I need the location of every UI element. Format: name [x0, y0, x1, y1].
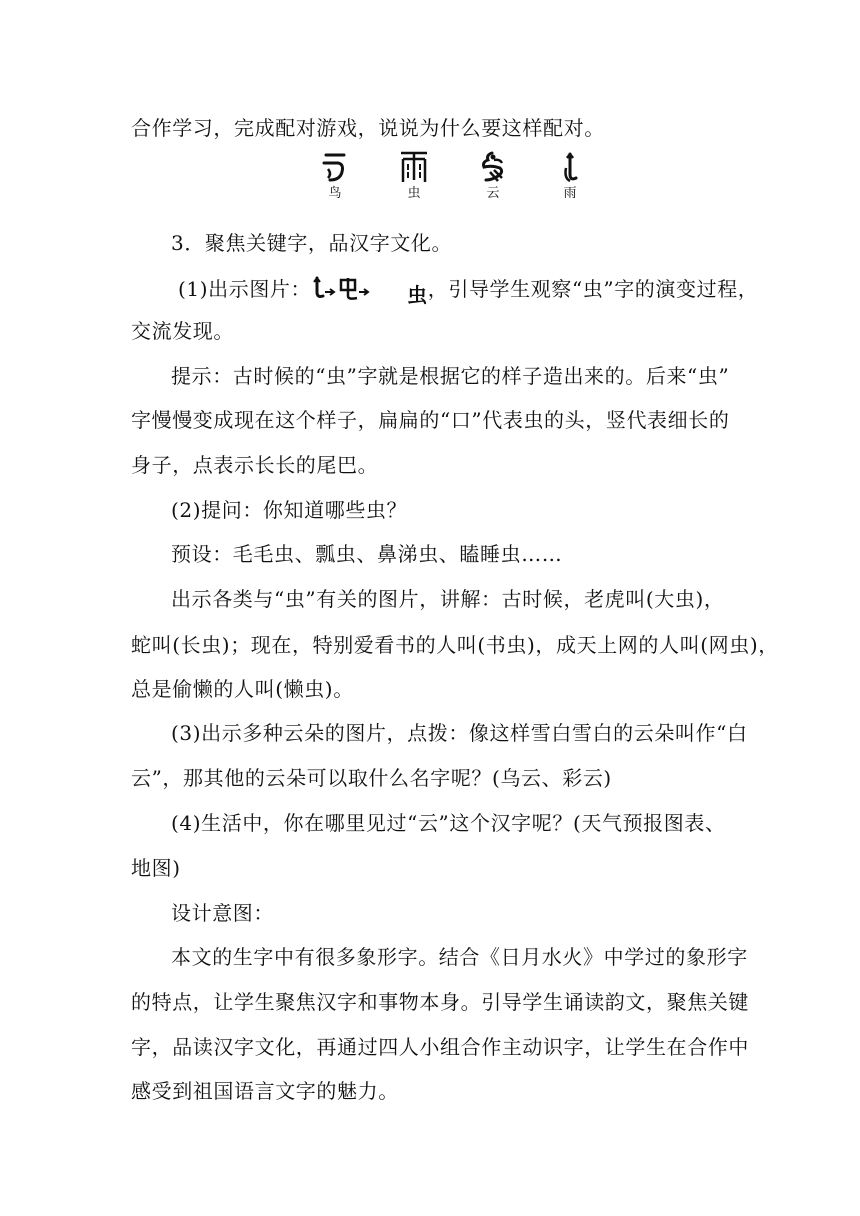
glyph-caption: 云: [486, 186, 500, 201]
paragraph-line: 总是偷懒的人叫(懒虫)。: [131, 677, 354, 701]
glyph-item-1: [310, 150, 360, 212]
paragraph-line: 合作学习，完成配对游戏，说说为什么要这样配对。: [131, 116, 605, 140]
paragraph-line: 地图): [131, 856, 181, 880]
paragraph-line: 3．聚焦关键字，品汉字文化。: [171, 231, 453, 255]
ancient-script-glyph-bird-icon: [478, 150, 508, 184]
ancient-script-glyph-1-icon: [320, 150, 350, 184]
evolution-lead-text: (1)出示图片：: [178, 277, 312, 301]
paragraph-line: 字慢慢变成现在这个样子，扁扁的“口”代表虫的头，竖代表细长的: [131, 408, 730, 432]
paragraph-line: 字，品读汉字文化，再通过四人小组合作主动识字，让学生在合作中: [131, 1035, 749, 1059]
paragraph-line-evolution: [178, 274, 758, 310]
paragraph-line: 预设：毛毛虫、瓢虫、鼻涕虫、瞌睡虫……: [171, 542, 563, 566]
glyph-item-4: [545, 150, 595, 212]
glyph-caption: 鸟: [328, 186, 342, 201]
glyph-item-2: [389, 150, 439, 212]
paragraph-line: (2)提问：你知道哪些虫？: [171, 498, 408, 522]
paragraph-line: 提示：古时候的“虫”字就是根据它的样子造出来的。后来“虫”: [171, 364, 730, 388]
evolution-final-char: 虫: [407, 283, 428, 307]
paragraph-line: 云”，那其他的云朵可以取什么名字呢？(乌云、彩云): [131, 766, 612, 790]
ancient-script-glyph-rain-icon: [398, 150, 430, 184]
paragraph-line: (4)生活中，你在哪里见过“云”这个汉字呢？(天气预报图表、: [171, 811, 726, 835]
ancient-script-glyph-worm-icon: [558, 150, 582, 184]
glyph-item-3: [468, 150, 518, 212]
glyph-matching-row: [300, 150, 600, 212]
glyph-caption: 雨: [563, 186, 577, 201]
paragraph-line: 感受到祖国语言文字的魅力。: [131, 1079, 399, 1103]
paragraph-line: 出示各类与“虫”有关的图片，讲解：古时候，老虎叫(大虫)，: [171, 587, 725, 611]
paragraph-line: (3)出示多种云朵的图片，点拨：像这样雪白雪白的云朵叫作“白: [171, 721, 748, 745]
paragraph-line: 的特点，让学生聚焦汉字和事物本身。引导学生诵读韵文，聚焦关键: [131, 990, 749, 1014]
paragraph-line: 本文的生字中有很多象形字。结合《日月水火》中学过的象形字: [171, 945, 748, 969]
evolution-trail-text: ，引导学生观察“虫”字的演变过程，: [427, 277, 759, 301]
paragraph-line: 交流发现。: [131, 319, 234, 343]
glyph-caption: 虫: [407, 186, 421, 201]
chong-character-evolution-image: [311, 274, 428, 310]
paragraph-line: 设计意图：: [171, 901, 274, 925]
paragraph-line: 蛇叫(长虫)；现在，特别爱看书的人叫(书虫)，成天上网的人叫(网虫)，: [131, 633, 779, 657]
paragraph-line: 身子，点表示长长的尾巴。: [131, 453, 379, 477]
chong-evolution-icon: [311, 274, 407, 302]
